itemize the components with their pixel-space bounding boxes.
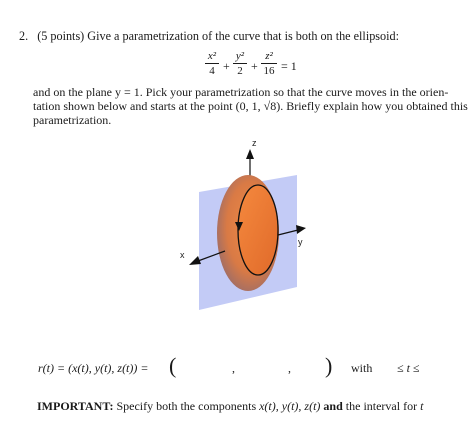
problem-points: (5 points) — [37, 29, 85, 43]
plus-sign: + — [223, 59, 230, 73]
equation-term-z: z² 16 — [261, 50, 277, 77]
problem-text-line-2: tation shown below and starts at the point (0, 1, √8). Briefly explain how you obtained this — [33, 99, 468, 113]
y-axis-label: y — [298, 237, 303, 247]
open-paren: ( — [169, 353, 177, 378]
comma-2: , — [288, 361, 291, 375]
equation-term-x: x² 4 — [205, 50, 219, 77]
with-label: with — [351, 361, 373, 375]
problem-text-line-3: parametrization. — [33, 113, 112, 127]
problem-intro: Give a parametrization of the curve that is both on the ellipsoid: — [87, 29, 400, 43]
problem-text-line-1: and on the plane y = 1. Pick your parametrization so that the curve moves in the orien- — [33, 85, 449, 99]
important-t: t — [420, 399, 424, 413]
equation-term-y: y² 2 — [233, 50, 247, 77]
z-component-input[interactable] — [296, 360, 328, 380]
close-paren: ) — [325, 353, 333, 378]
ellipsoid-equation — [205, 50, 335, 80]
comma-1: , — [232, 361, 235, 375]
intersection-curve — [238, 185, 278, 275]
ellipsoid-figure-svg — [170, 135, 320, 315]
important-label: IMPORTANT: — [37, 399, 114, 413]
z-axis-arrow-icon — [246, 149, 254, 159]
equation-rhs: = 1 — [281, 59, 297, 73]
z-axis-label: z — [252, 138, 257, 148]
important-text-1: Specify both the components — [116, 399, 257, 413]
important-note — [37, 399, 423, 414]
x-axis-label: x — [180, 250, 185, 260]
x-component-input[interactable] — [180, 360, 232, 380]
t-upper-bound-input[interactable] — [428, 360, 458, 380]
y-axis-arrow-icon — [296, 225, 306, 234]
ellipsoid-figure — [170, 135, 320, 315]
important-components: x(t), y(t), z(t) — [259, 399, 321, 413]
answer-row — [38, 353, 458, 382]
problem-number: 2. — [19, 29, 29, 43]
important-and: and — [323, 399, 343, 413]
important-text-2: the interval for — [345, 399, 418, 413]
answer-prefix: r(t) = (x(t), y(t), z(t)) = — [38, 361, 149, 375]
problem-header — [19, 29, 399, 44]
y-component-input[interactable] — [240, 360, 288, 380]
interval-symbols: ≤ t ≤ — [397, 361, 420, 375]
plus-sign: + — [251, 59, 258, 73]
